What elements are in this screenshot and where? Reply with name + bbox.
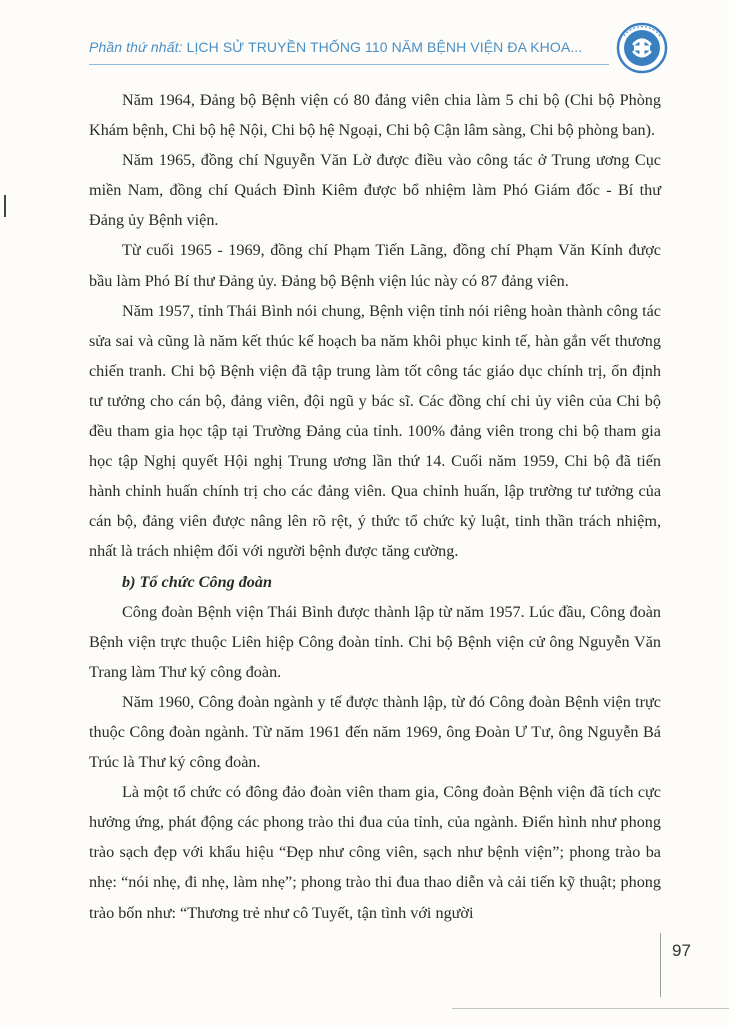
paragraph: Năm 1964, Đảng bộ Bệnh viện có 80 đảng viên chia làm 5 chi bộ (Chi bộ Phòng Khám bệnh, Chi bộ hệ Nội, Chi bộ hệ Ngoại, Chi bộ Cận lâm sàng, Chi bộ phòng ban). xyxy=(89,91,661,140)
page-number-rule xyxy=(660,933,661,997)
paragraph: Năm 1960, Công đoàn ngành y tế được thành lập, từ đó Công đoàn Bệnh viện trực thuộc Công đoàn ngành. Từ năm 1961 đến năm 1969, ông Đoàn Ư Tư, ông Nguyễn Bá Trúc là Thư ký công đoàn. xyxy=(89,692,661,772)
footer-rule xyxy=(452,1008,729,1009)
header-book-title: LỊCH SỬ TRUYỀN THỐNG 110 NĂM BỆNH VIỆN ĐA KHOA... xyxy=(182,39,583,55)
hospital-logo-icon xyxy=(616,22,668,74)
header-part-label: Phần thứ nhất: xyxy=(89,39,183,55)
header-rule xyxy=(89,64,609,65)
page-body xyxy=(89,85,661,928)
paragraph: Công đoàn Bệnh viện Thái Bình được thành lập từ năm 1957. Lúc đầu, Công đoàn Bệnh viện trực thuộc Liên hiệp Công đoàn tỉnh. Chi bộ Bệnh viện cử ông Nguyễn Văn Trang làm Thư ký công đoàn. xyxy=(89,602,661,681)
section-heading: b) Tổ chức Công đoàn xyxy=(122,572,272,591)
binding-mark xyxy=(4,195,6,217)
running-header xyxy=(89,37,709,69)
paragraph: Là một tổ chức có đông đảo đoàn viên tham gia, Công đoàn Bệnh viện đã tích cực hưởng ứng, phát động các phong trào thi đua của tỉnh, của ngành. Điển hình như phong trào sạch đẹp với khẩu hiệu “Đẹp như công viên, sạch như bệnh viện”; phong trào ba nhẹ: “nói nhẹ, đi nhẹ, làm nhẹ”; phong trào thi đua thao diễn và cải tiến kỹ thuật; phong trào bốn như: “Thương trẻ như cô Tuyết, tận tình với người xyxy=(89,783,661,922)
paragraph: Năm 1957, tỉnh Thái Bình nói chung, Bệnh viện tỉnh nói riêng hoàn thành công tác sửa sai và cũng là năm kết thúc kế hoạch ba năm khôi phục kinh tế, hàn gắn vết thương chiến tranh. Chi bộ Bệnh viện đã tập trung làm tốt công tác giáo dục chính trị, ổn định tư tưởng cho cán bộ, đảng viên, đội ngũ y bác sĩ. Các đồng chí chi ủy viên của Chi bộ đều tham gia học tập tại Trường Đảng của tỉnh. 100% đảng viên trong chi bộ tham gia học tập Nghị quyết Hội nghị Trung ương lần thứ 14. Cuối năm 1959, Chi bộ đã tiến hành chỉnh huấn chính trị cho các đảng viên. Qua chỉnh huấn, lập trường tư tưởng của cán bộ, đảng viên được nâng lên rõ rệt, ý thức tổ chức kỷ luật, tinh thần trách nhiệm, nhất là trách nhiệm đối với người bệnh được tăng cường. xyxy=(89,301,661,561)
page-number: 97 xyxy=(672,941,691,960)
paragraph: Năm 1965, đồng chí Nguyễn Văn Lờ được điều vào công tác ở Trung ương Cục miền Nam, đồng chí Quách Đình Kiêm được bổ nhiệm làm Phó Giám đốc - Bí thư Đảng ủy Bệnh viện. xyxy=(89,151,661,230)
paragraph: Từ cuối 1965 - 1969, đồng chí Phạm Tiến Lãng, đồng chí Phạm Văn Kính được bầu làm Phó Bí thư Đảng ủy. Đảng bộ Bệnh viện lúc này có 87 đảng viên. xyxy=(89,241,661,290)
header-title xyxy=(89,39,582,55)
